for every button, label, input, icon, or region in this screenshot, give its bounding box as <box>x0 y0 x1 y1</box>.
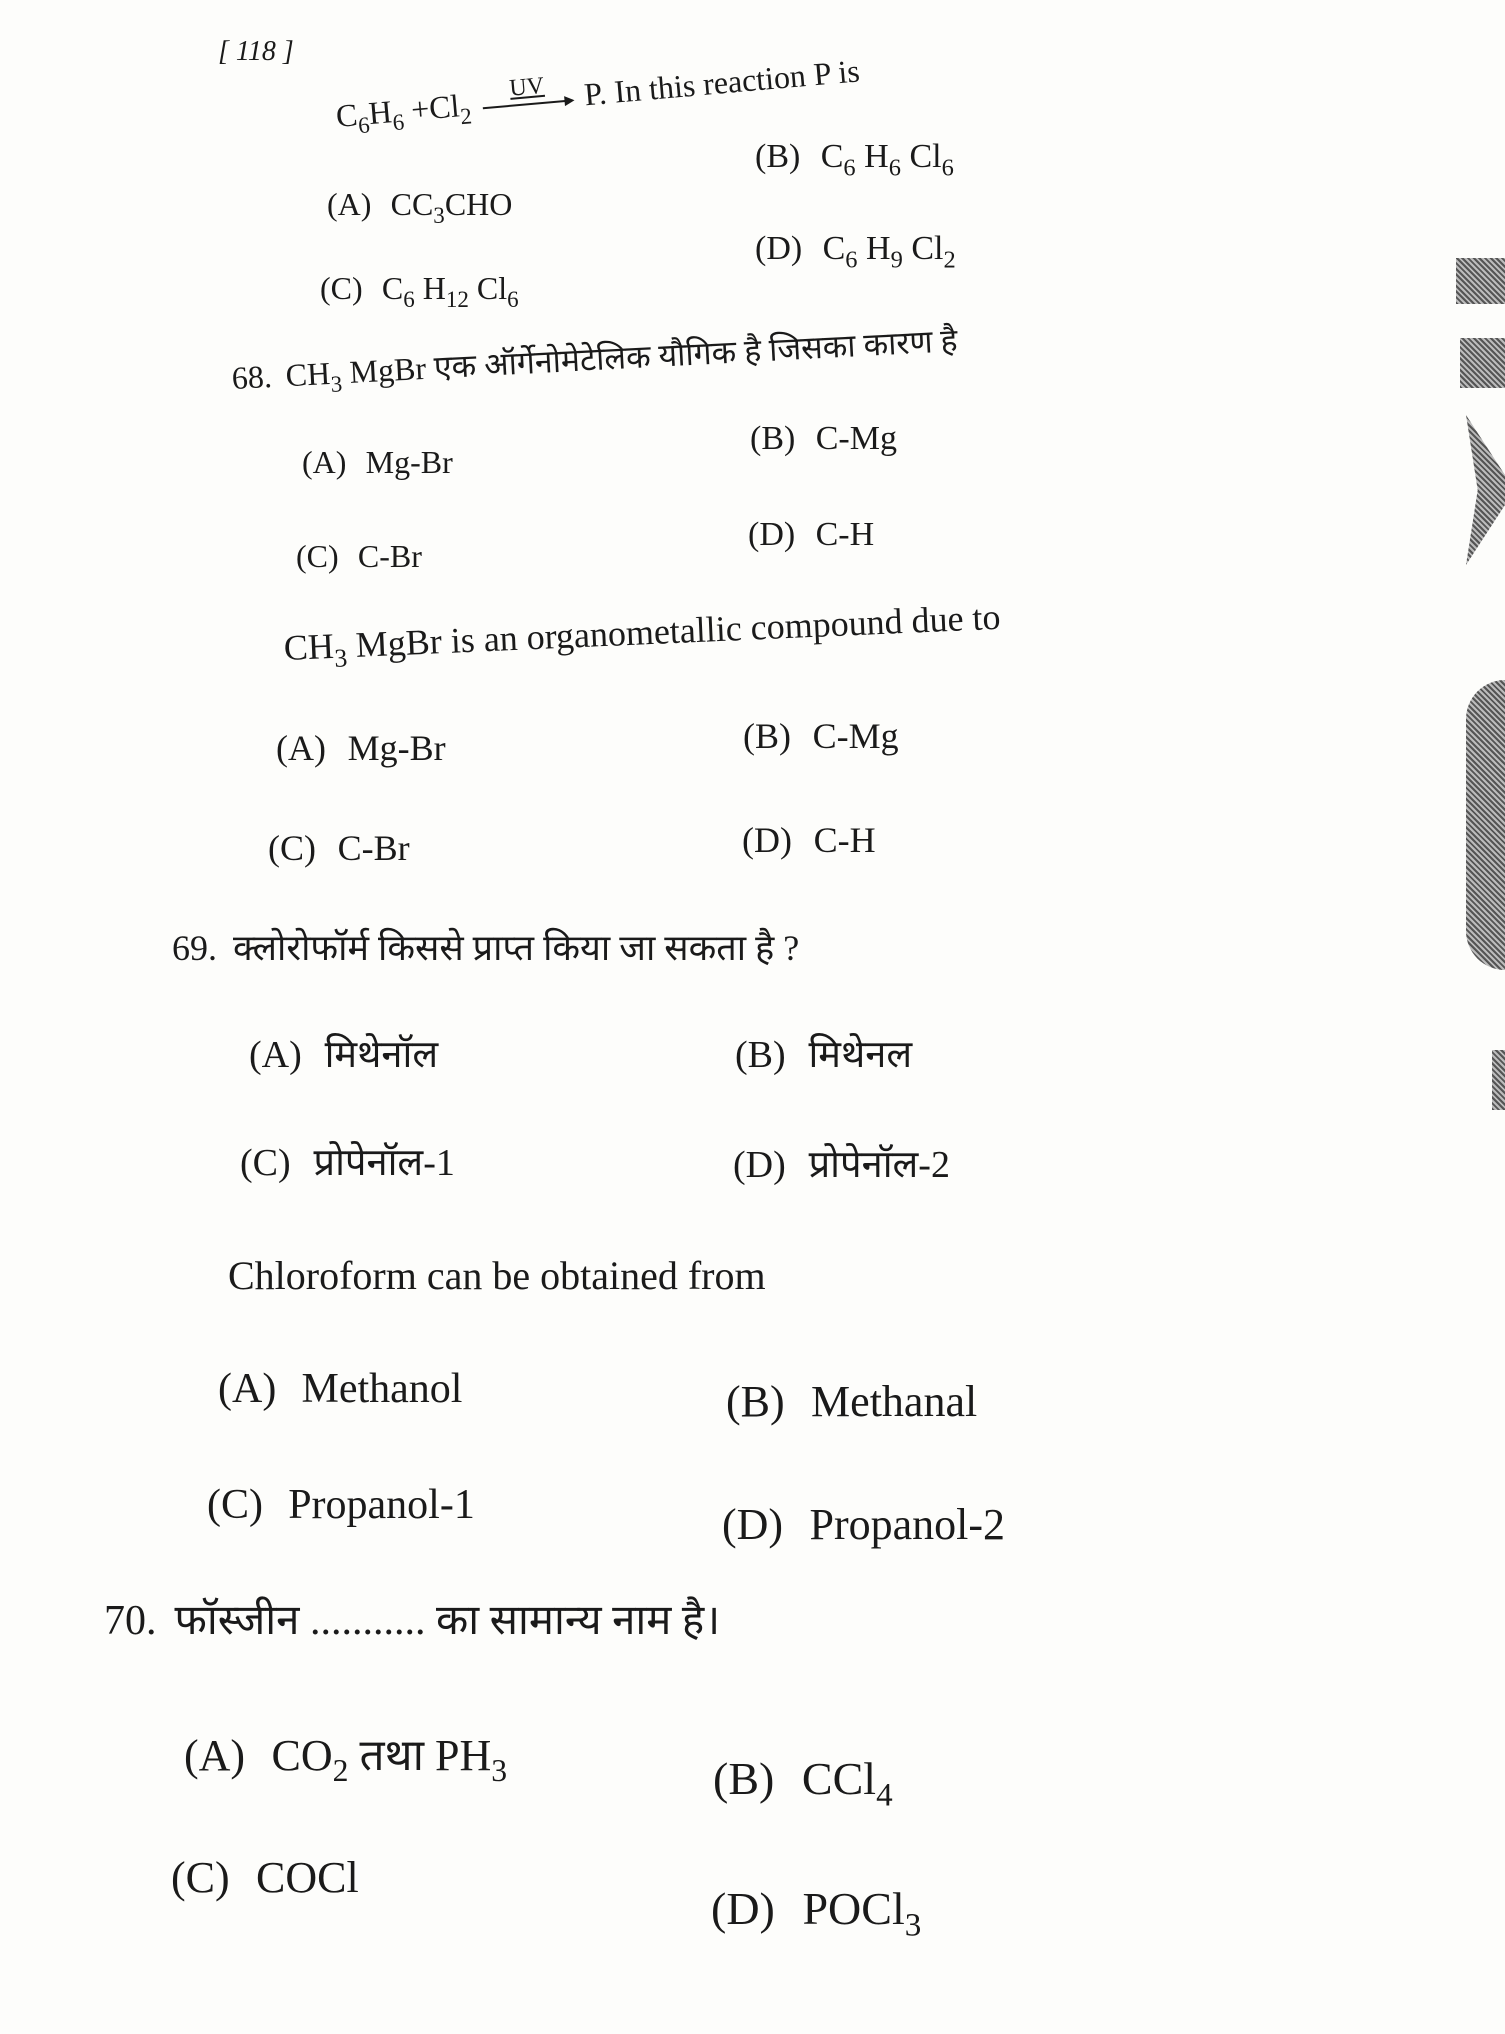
option-text <box>256 1853 359 1902</box>
subscript: 3 <box>333 643 348 673</box>
option-label: (D) <box>742 820 792 860</box>
equation-product <box>583 52 861 112</box>
subscript: 2 <box>943 246 956 274</box>
option-text <box>808 1034 912 1076</box>
subscript: 6 <box>845 246 858 274</box>
subscript: 2 <box>459 102 473 130</box>
question-text <box>233 928 799 968</box>
q70-option-b[interactable] <box>713 1753 893 1814</box>
text-segment: Cl <box>468 270 508 306</box>
question-number: 68. <box>230 357 273 397</box>
subscript: 6 <box>357 111 371 139</box>
option-label: (B) <box>743 716 791 756</box>
q70-option-a[interactable] <box>184 1731 508 1789</box>
option-label: (B) <box>750 420 796 457</box>
q69-hindi-option-c[interactable] <box>240 1144 455 1182</box>
text-segment: क्लोरोफॉर्म किससे प्राप्त किया जा सकता है ? <box>233 928 800 968</box>
text-segment: H <box>855 138 889 175</box>
reaction-arrow-icon <box>483 73 573 110</box>
text-segment: P. In this reaction P is <box>582 52 861 113</box>
option-label: (C) <box>320 270 363 306</box>
option-text <box>302 1366 463 1412</box>
text-segment: C <box>820 138 844 175</box>
option-label: (B) <box>713 1753 775 1804</box>
option-text <box>809 1144 950 1186</box>
text-segment: C-H <box>813 820 876 860</box>
text-segment: CC <box>390 186 434 222</box>
text-segment: Mg-Br <box>347 728 446 768</box>
text-segment: Methanol <box>301 1366 463 1412</box>
text-segment: CO <box>271 1731 333 1780</box>
option-label: (D) <box>711 1883 775 1934</box>
option-text <box>390 186 513 229</box>
text-segment: H <box>414 270 446 306</box>
option-label: (C) <box>240 1142 291 1184</box>
text-segment: Mg-Br <box>365 444 453 480</box>
text-segment: Propanol-2 <box>809 1500 1006 1549</box>
option-label: (C) <box>207 1482 263 1528</box>
question-text <box>175 1598 721 1644</box>
text-segment: Cl <box>900 138 942 175</box>
text-segment: C <box>822 230 846 267</box>
text-segment: फॉस्जीन ........... का सामान्य नाम है। <box>174 1598 721 1644</box>
text-segment: CH <box>282 625 335 669</box>
equation-reactants <box>334 86 473 139</box>
question-number: 70. <box>104 1598 157 1644</box>
q68-hindi-option-a[interactable] <box>302 446 453 478</box>
subscript: 6 <box>843 154 856 182</box>
option-text <box>822 230 956 274</box>
option-text <box>820 138 954 182</box>
option-text <box>313 1142 454 1184</box>
option-text <box>809 1500 1005 1549</box>
option-label: (A) <box>218 1366 277 1412</box>
option-text <box>348 728 446 768</box>
text-segment: C-Br <box>357 538 422 574</box>
q69-english-option-b[interactable] <box>726 1377 978 1426</box>
subscript: 6 <box>941 154 954 182</box>
text-segment: प्रोपेनॉल-1 <box>313 1142 455 1184</box>
edge-mark <box>1466 680 1505 970</box>
subscript: 6 <box>507 286 519 313</box>
q69-hindi-option-a[interactable] <box>249 1036 438 1074</box>
text-segment: MgBr is an organometallic compound due to <box>345 596 1002 666</box>
option-label: (A) <box>249 1034 302 1076</box>
option-text <box>811 1377 977 1426</box>
text-segment: Cl <box>902 230 944 267</box>
option-label: (C) <box>296 538 339 574</box>
q68-hindi-question <box>231 324 959 401</box>
q69-english-option-c[interactable] <box>207 1484 475 1526</box>
text-segment: C <box>334 96 359 135</box>
q69-hindi-option-b[interactable] <box>735 1036 912 1074</box>
option-text <box>801 1753 893 1814</box>
subscript: 6 <box>391 108 406 136</box>
option-text <box>271 1731 508 1789</box>
text-segment: CHO <box>444 186 513 222</box>
text-segment: +Cl <box>401 87 461 129</box>
subscript: 3 <box>433 202 445 229</box>
text-segment: MgBr एक ऑर्गेनोमेटेलिक यौगिक है जिसका कारण है <box>340 322 959 391</box>
option-text <box>814 820 876 860</box>
text-segment: C-Mg <box>815 420 897 457</box>
text-segment: COCl <box>256 1853 359 1902</box>
edge-mark <box>1492 1050 1505 1110</box>
q70-hindi-question <box>104 1600 720 1642</box>
page-number: [ 118 ] <box>218 36 294 67</box>
q68-english-option-d[interactable] <box>742 822 876 858</box>
q68-hindi-option-d[interactable] <box>748 518 874 552</box>
q67-option-b[interactable] <box>755 140 954 181</box>
q67-equation <box>335 54 862 139</box>
text-segment: C-Mg <box>812 716 899 756</box>
text-segment: C <box>381 270 404 306</box>
option-label: (C) <box>268 828 316 868</box>
option-text <box>381 270 519 313</box>
q69-english-question <box>228 1253 766 1298</box>
option-label: (B) <box>755 138 801 175</box>
subscript: 6 <box>888 154 901 182</box>
text-segment: CCl <box>801 1753 877 1804</box>
q68-hindi-option-b[interactable] <box>750 422 897 456</box>
option-label: (D) <box>755 230 803 267</box>
subscript: 3 <box>330 370 343 397</box>
q67-option-a[interactable] <box>327 188 512 227</box>
q69-hindi-option-d[interactable] <box>733 1146 950 1184</box>
q70-option-d[interactable] <box>711 1883 922 1944</box>
q69-english-option-a[interactable] <box>218 1368 462 1410</box>
text-segment: CH <box>284 354 332 394</box>
text-segment: प्रोपेनॉल-2 <box>808 1144 950 1186</box>
option-text <box>802 1883 922 1944</box>
edge-mark <box>1460 338 1505 388</box>
option-label: (A) <box>276 728 326 768</box>
subscript: 4 <box>876 1776 893 1814</box>
text-segment: H <box>367 93 394 132</box>
subscript: 9 <box>890 246 903 274</box>
option-text <box>816 420 897 457</box>
subscript: 2 <box>332 1753 349 1789</box>
text-segment: तथा PH <box>348 1731 492 1780</box>
option-text <box>813 716 899 756</box>
option-label: (D) <box>748 516 796 553</box>
option-label: (C) <box>171 1853 230 1902</box>
option-label: (D) <box>722 1500 784 1549</box>
option-text <box>288 1482 475 1528</box>
q68-english-question <box>282 596 1002 674</box>
q68-hindi-option-c[interactable] <box>296 540 422 572</box>
q68-english-option-b[interactable] <box>743 718 899 754</box>
q70-option-c[interactable] <box>171 1853 359 1902</box>
q69-hindi-question <box>172 930 799 966</box>
subscript: 12 <box>445 286 469 313</box>
q69-english-option-d[interactable] <box>722 1500 1006 1549</box>
subscript: 6 <box>403 286 415 313</box>
text-segment: H <box>857 230 891 267</box>
text-segment: मिथेनॉल <box>324 1034 439 1076</box>
edge-mark <box>1456 258 1505 304</box>
q67-option-d[interactable] <box>755 232 956 273</box>
q68-english-option-a[interactable] <box>276 730 446 766</box>
option-text <box>338 828 410 868</box>
text-segment: Propanol-1 <box>288 1482 475 1528</box>
option-label: (A) <box>184 1731 246 1780</box>
option-text <box>366 444 453 480</box>
text-segment: C-Br <box>337 828 410 868</box>
option-text <box>358 538 422 574</box>
text-segment: मिथेनल <box>808 1034 913 1076</box>
option-label: (B) <box>726 1377 785 1426</box>
question-number: 69. <box>172 928 217 968</box>
text-segment: POCl <box>802 1883 905 1934</box>
question-text <box>284 322 959 397</box>
text-segment: C-H <box>815 516 875 553</box>
option-text <box>816 516 875 553</box>
subscript: 3 <box>904 1906 922 1944</box>
option-label: (D) <box>733 1144 786 1186</box>
q67-option-c[interactable] <box>320 272 519 311</box>
subscript: 3 <box>491 1753 508 1789</box>
arrow-label: UV <box>508 73 546 103</box>
text-segment: Chloroform can be obtained from <box>228 1253 766 1298</box>
option-text <box>325 1034 439 1076</box>
option-label: (A) <box>302 444 347 480</box>
q68-english-option-c[interactable] <box>268 830 410 866</box>
option-label: (A) <box>327 186 372 222</box>
option-label: (B) <box>735 1034 786 1076</box>
edge-mark <box>1466 415 1505 565</box>
text-segment: Methanal <box>811 1377 978 1426</box>
